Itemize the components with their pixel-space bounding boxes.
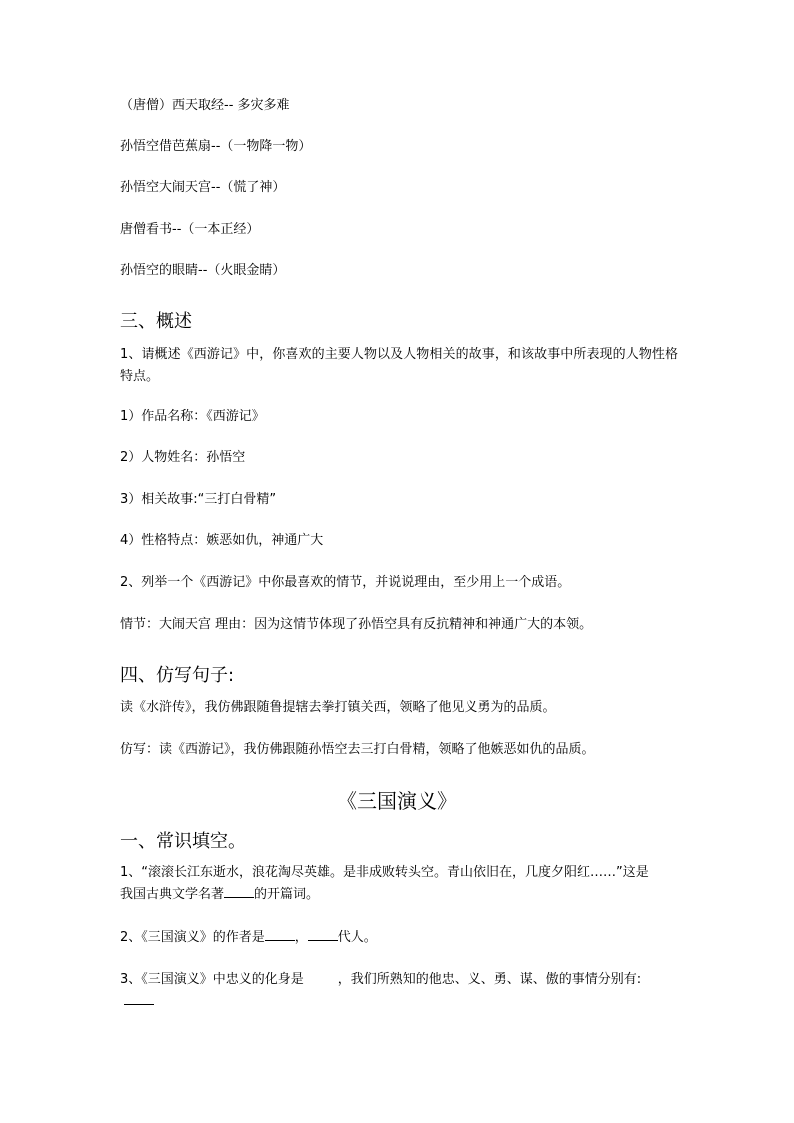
summary-item-3: 3）相关故事:“三打白骨精” [120, 492, 277, 507]
sanguo-q3-text-before: 3、《三国演义》中忠义的化身是 [120, 972, 304, 987]
sanguo-question-1-line-1: 1、“滚滚长江东逝水，浪花淘尽英雄。是非成败转头空。青山依旧在，几度夕阳红……”这是 [120, 865, 649, 880]
summary-item-4: 4）性格特点：嫉恶如仇，神通广大 [120, 533, 324, 548]
section-heading-sanguo: 一、常识填空。 [120, 831, 246, 852]
sanguo-q2-text-before: 2、《三国演义》的作者是 [120, 930, 265, 945]
section-heading-summary: 三、概述 [120, 311, 192, 332]
sanguo-q1-text-after: 的开篇词。 [254, 887, 320, 902]
sanguo-q2-text-middle: ， [294, 930, 308, 945]
xiehouyu-line-1: （唐僧）西天取经-- 多灾多难 [120, 98, 290, 113]
imitate-answer: 仿写：读《西游记》，我仿佛跟随孙悟空去三打白骨精，领略了他嫉恶如仇的品质。 [120, 742, 595, 757]
answer-blank[interactable] [224, 885, 254, 898]
sanguo-q2-text-after: 代人。 [337, 930, 377, 945]
imitate-example: 读《水浒传》，我仿佛跟随鲁提辖去拳打镇关西，领略了他见义勇为的品质。 [120, 700, 556, 715]
sanguo-question-1-line-2 [120, 885, 319, 905]
xiehouyu-line-4: 唐僧看书--（一本正经） [120, 222, 260, 237]
answer-blank[interactable] [308, 928, 338, 941]
xiehouyu-line-5: 孙悟空的眼睛--（火眼金睛） [120, 263, 286, 278]
sanguo-question-2 [120, 928, 377, 948]
sanguo-title: 《三国演义》 [337, 789, 457, 813]
summary-item-2: 2）人物姓名：孙悟空 [120, 450, 246, 465]
sanguo-q1-text-before: 我国古典文学名著 [120, 887, 225, 902]
sanguo-question-3-line-2 [124, 992, 154, 1012]
sanguo-question-3 [120, 970, 641, 990]
answer-blank[interactable] [265, 928, 295, 941]
xiehouyu-line-2: 孙悟空借芭蕉扇--（一物降一物） [120, 139, 312, 154]
sanguo-q3-text-after: ，我们所熟知的他忠、义、勇、谋、傲的事情分别有: [337, 972, 642, 987]
summary-item-1: 1）作品名称：《西游记》 [120, 409, 265, 424]
section-heading-imitate: 四、仿写句子: [120, 665, 235, 686]
summary-answer-2: 情节：大闹天宫 理由：因为这情节体现了孙悟空具有反抗精神和神通广大的本领。 [120, 617, 593, 632]
summary-question-1: 1、请概述《西游记》中，你喜欢的主要人物以及人物相关的故事，和该故事中所表现的人物性格特点。 [120, 347, 678, 384]
summary-question-2: 2、列举一个《西游记》中你最喜欢的情节，并说说理由，至少用上一个成语。 [120, 575, 571, 590]
answer-blank[interactable] [304, 971, 338, 983]
answer-blank[interactable] [124, 992, 154, 1005]
xiehouyu-line-3: 孙悟空大闹天宫--（慌了神） [120, 180, 286, 195]
